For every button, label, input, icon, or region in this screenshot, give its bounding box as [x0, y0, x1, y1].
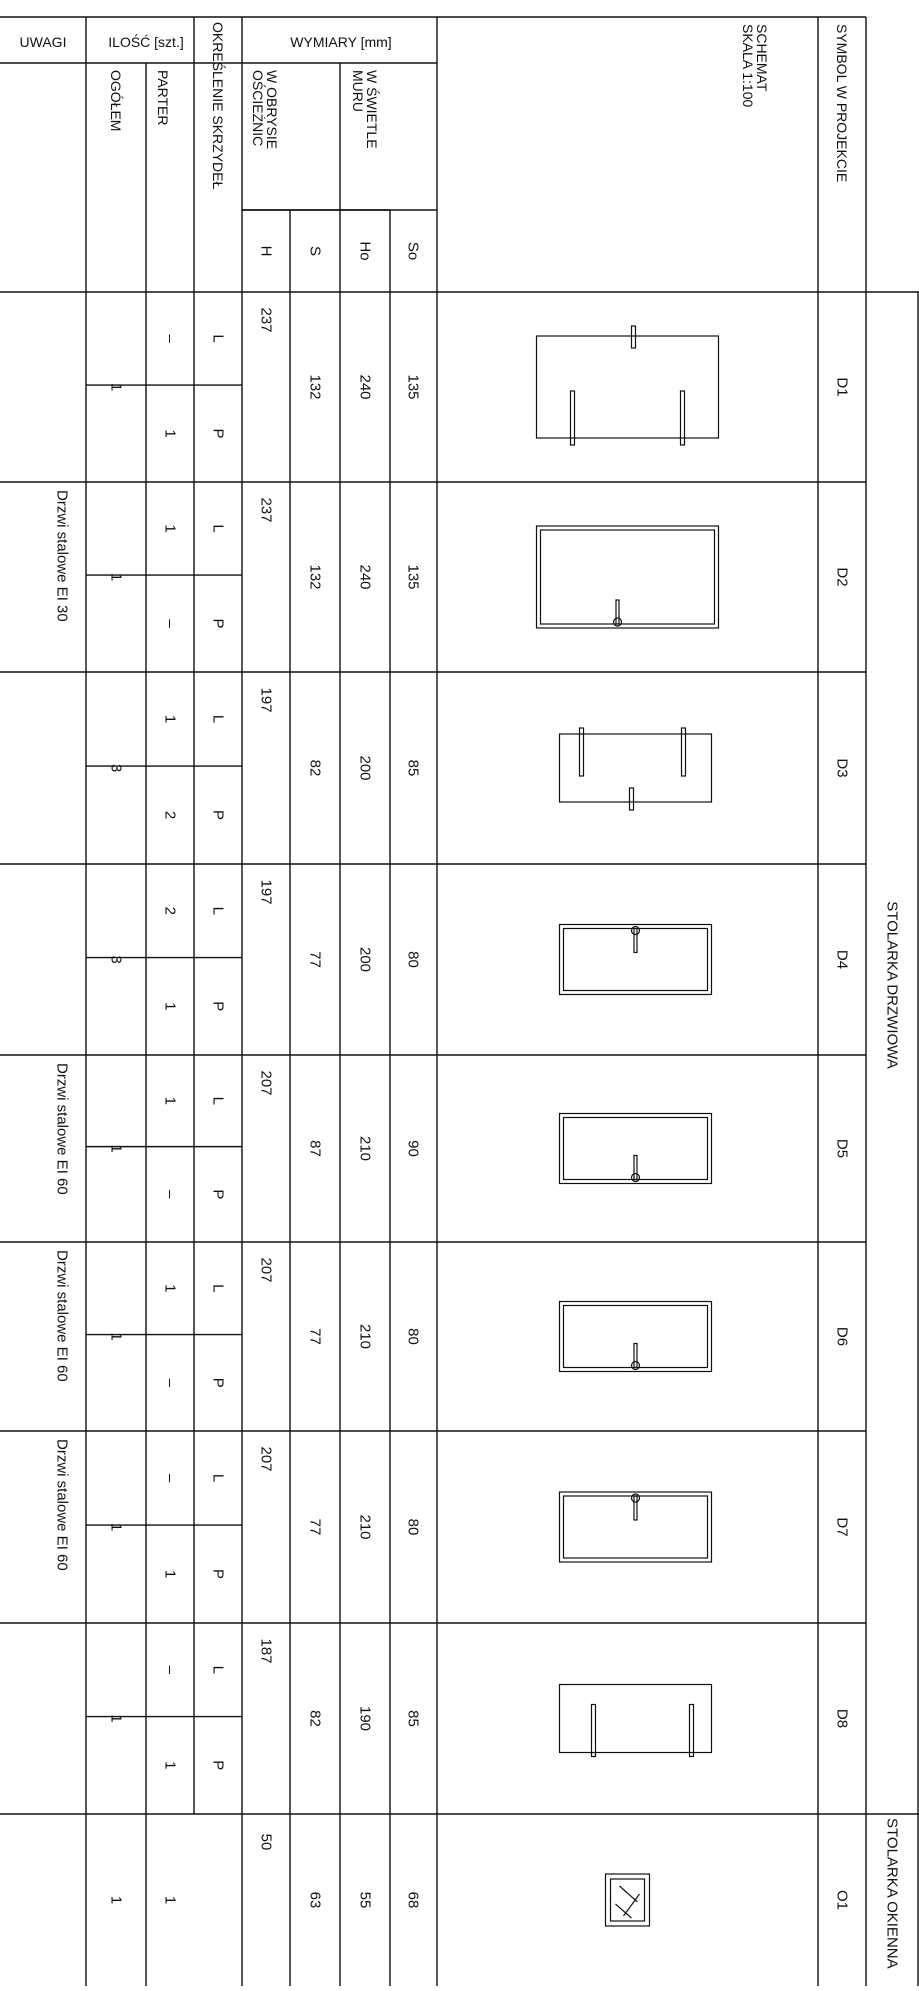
symbol-D2: D2 — [833, 567, 851, 587]
door-leaf — [564, 1496, 708, 1558]
ho-value: 200 — [356, 946, 374, 973]
so-value: 90 — [404, 1140, 422, 1157]
wing-p-label: P — [209, 1377, 227, 1388]
wing-l-label: L — [209, 714, 227, 724]
ho-value: 240 — [356, 564, 374, 590]
wing-l-label: L — [209, 1096, 227, 1105]
w-swietle-header: W ŚWIETLE — [364, 70, 380, 149]
symbol-header: SYMBOL W PROJEKCIE — [834, 24, 850, 183]
door-knob — [614, 618, 622, 626]
symbol-D1: D1 — [833, 377, 851, 397]
wing-l-label: L — [209, 1473, 227, 1483]
symbol-D5: D5 — [833, 1138, 851, 1159]
remark-text: Drzwi stalowe EI 30 — [53, 490, 71, 622]
s-value: 82 — [306, 759, 324, 777]
parter-p-count: – — [161, 619, 179, 628]
door-schematic-D2 — [537, 526, 719, 628]
door-handle — [634, 1156, 637, 1180]
wing-p-label: P — [209, 1569, 227, 1580]
so-value: 135 — [404, 374, 422, 400]
door-handle — [634, 1344, 637, 1368]
h-value: 207 — [257, 1257, 275, 1283]
door-frame — [560, 1685, 712, 1753]
table-grid — [0, 17, 919, 1986]
remark-text: Drzwi stalowe EI 60 — [53, 1439, 71, 1571]
so-value: 68 — [404, 1891, 422, 1909]
parter-l-count: – — [161, 1665, 179, 1674]
s-value: 87 — [306, 1140, 324, 1157]
door-schematic-D6 — [560, 1302, 712, 1372]
table-texts — [20, 22, 901, 1969]
door-handle — [634, 1496, 637, 1520]
s-value: 77 — [306, 1518, 324, 1536]
uwagi-header: UWAGI — [19, 34, 67, 50]
w-obrysie-header-2: OŚCIEŻNIC — [250, 70, 266, 147]
door-frame — [537, 336, 719, 438]
s-value: 132 — [306, 374, 324, 400]
window-frame — [606, 1874, 650, 1926]
door-leaf — [564, 1118, 708, 1180]
parter-p-count: 1 — [161, 1569, 179, 1579]
door-knob — [632, 1362, 640, 1370]
ho-value: 55 — [356, 1891, 374, 1909]
symbol-D3: D3 — [833, 758, 851, 778]
door-schematic-D1 — [537, 326, 719, 445]
hinge-mark — [681, 391, 685, 445]
s-value: 63 — [306, 1891, 324, 1909]
h-value: 187 — [257, 1638, 275, 1664]
ogolem-count: 1 — [107, 572, 125, 582]
symbol-O1: O1 — [833, 1889, 851, 1911]
parter-l-count: 1 — [161, 1096, 179, 1105]
door-frame — [537, 526, 719, 628]
hinge-mark — [632, 326, 636, 348]
hinge-mark — [630, 788, 634, 810]
door-frame — [560, 734, 712, 802]
group-windows-label: STOLARKA OKIENNA — [883, 1818, 901, 1969]
col-s-header: S — [306, 245, 324, 257]
parter-header: PARTER — [155, 70, 171, 126]
skala-header: SKALA 1:100 — [740, 24, 756, 108]
wing-l-label: L — [209, 1284, 227, 1293]
s-value: 77 — [306, 951, 324, 968]
wing-l-label: L — [209, 906, 227, 915]
symbol-D8: D8 — [833, 1708, 851, 1729]
s-value: 132 — [306, 564, 324, 590]
wing-p-label: P — [209, 1189, 227, 1200]
ho-value: 210 — [356, 1135, 374, 1162]
parter-l-count: 1 — [161, 714, 179, 724]
parter-p-count: 1 — [161, 1002, 179, 1011]
wing-l-label: L — [209, 524, 227, 533]
ogolem-header: OGÓŁEM — [108, 70, 124, 132]
ogolem-count: 3 — [107, 763, 125, 773]
ilosc-header: ILOŚĆ [szt.] — [108, 34, 184, 50]
ho-value: 210 — [356, 1323, 374, 1350]
h-value: 207 — [257, 1070, 275, 1096]
schematic-drawings — [537, 326, 719, 1926]
door-schematic-D7 — [560, 1492, 712, 1562]
remark-text: Drzwi stalowe EI 60 — [53, 1063, 71, 1195]
ogolem-count: 1 — [107, 1714, 125, 1723]
ho-value: 200 — [356, 755, 374, 781]
parter-count: 1 — [161, 1895, 179, 1905]
h-value: 207 — [257, 1446, 275, 1472]
door-knob — [632, 927, 640, 935]
hinge-mark — [690, 1705, 694, 1757]
parter-l-count: 1 — [161, 1284, 179, 1293]
door-schematic-O1 — [606, 1874, 650, 1926]
so-value: 85 — [404, 759, 422, 777]
parter-l-count: – — [161, 1473, 179, 1483]
hinge-mark — [682, 728, 686, 776]
col-h-header: H — [257, 245, 275, 257]
symbol-D7: D7 — [833, 1517, 851, 1537]
door-schematic-D3 — [560, 728, 712, 810]
h-value: 237 — [257, 307, 275, 333]
hinge-mark — [580, 728, 584, 776]
ho-value: 210 — [356, 1514, 374, 1540]
parter-l-count: 1 — [161, 524, 179, 533]
wing-p-label: P — [209, 810, 227, 821]
so-value: 80 — [404, 1328, 422, 1345]
ho-value: 240 — [356, 374, 374, 400]
so-value: 80 — [404, 951, 422, 968]
ogolem-count: 1 — [107, 1522, 125, 1532]
wing-p-label: P — [209, 1760, 227, 1771]
parter-l-count: – — [161, 334, 179, 343]
wing-p-label: P — [209, 1001, 227, 1012]
door-schematic-D4 — [560, 925, 712, 995]
door-leaf — [564, 1306, 708, 1368]
door-handle — [616, 600, 619, 624]
h-value: 50 — [257, 1833, 275, 1851]
so-value: 80 — [404, 1518, 422, 1536]
door-schematic-D8 — [560, 1685, 712, 1757]
schemat-header: SCHEMAT — [754, 24, 770, 92]
parter-l-count: 2 — [161, 906, 179, 915]
ogolem-count: 1 — [107, 1144, 125, 1153]
hinge-mark — [592, 1705, 596, 1757]
parter-p-count: 1 — [161, 1761, 179, 1770]
col-so-header: So — [404, 241, 422, 261]
wymiary-header: WYMIARY [mm] — [290, 34, 392, 50]
door-knob — [632, 1494, 640, 1502]
ogolem-count: 1 — [107, 1895, 125, 1905]
door-leaf — [541, 530, 715, 624]
group-doors-label: STOLARKA DRZWIOWA — [883, 901, 901, 1069]
hinge-mark — [571, 391, 575, 445]
col-ho-header: Ho — [356, 241, 374, 261]
door-knob — [632, 1174, 640, 1182]
ho-value: 190 — [356, 1705, 374, 1732]
h-value: 197 — [257, 687, 275, 713]
door-leaf — [564, 929, 708, 991]
parter-p-count: 1 — [161, 429, 179, 438]
symbol-D4: D4 — [833, 949, 851, 970]
ogolem-count: 3 — [107, 955, 125, 964]
so-value: 135 — [404, 564, 422, 590]
door-schematic-D5 — [560, 1114, 712, 1184]
parter-p-count: 2 — [161, 810, 179, 820]
so-value: 85 — [404, 1710, 422, 1727]
symbol-D6: D6 — [833, 1326, 851, 1347]
w-obrysie-header: W OBRYSIE — [264, 70, 280, 150]
wing-l-label: L — [209, 334, 227, 343]
wing-p-label: P — [209, 428, 227, 439]
ogolem-count: 1 — [107, 1332, 125, 1341]
parter-p-count: – — [161, 1190, 179, 1199]
w-swietle-header-2: MURU — [350, 70, 366, 112]
wing-l-label: L — [209, 1665, 227, 1674]
remark-text: Drzwi stalowe EI 60 — [53, 1250, 71, 1382]
s-value: 82 — [306, 1710, 324, 1727]
okreslenie-header: OKREŚLENIE SKRZYDEŁ — [210, 22, 226, 190]
s-value: 77 — [306, 1328, 324, 1345]
h-value: 237 — [257, 497, 275, 523]
door-handle — [634, 929, 637, 953]
wing-p-label: P — [209, 618, 227, 629]
parter-p-count: – — [161, 1378, 179, 1387]
h-value: 197 — [257, 879, 275, 905]
ogolem-count: 1 — [107, 382, 125, 392]
